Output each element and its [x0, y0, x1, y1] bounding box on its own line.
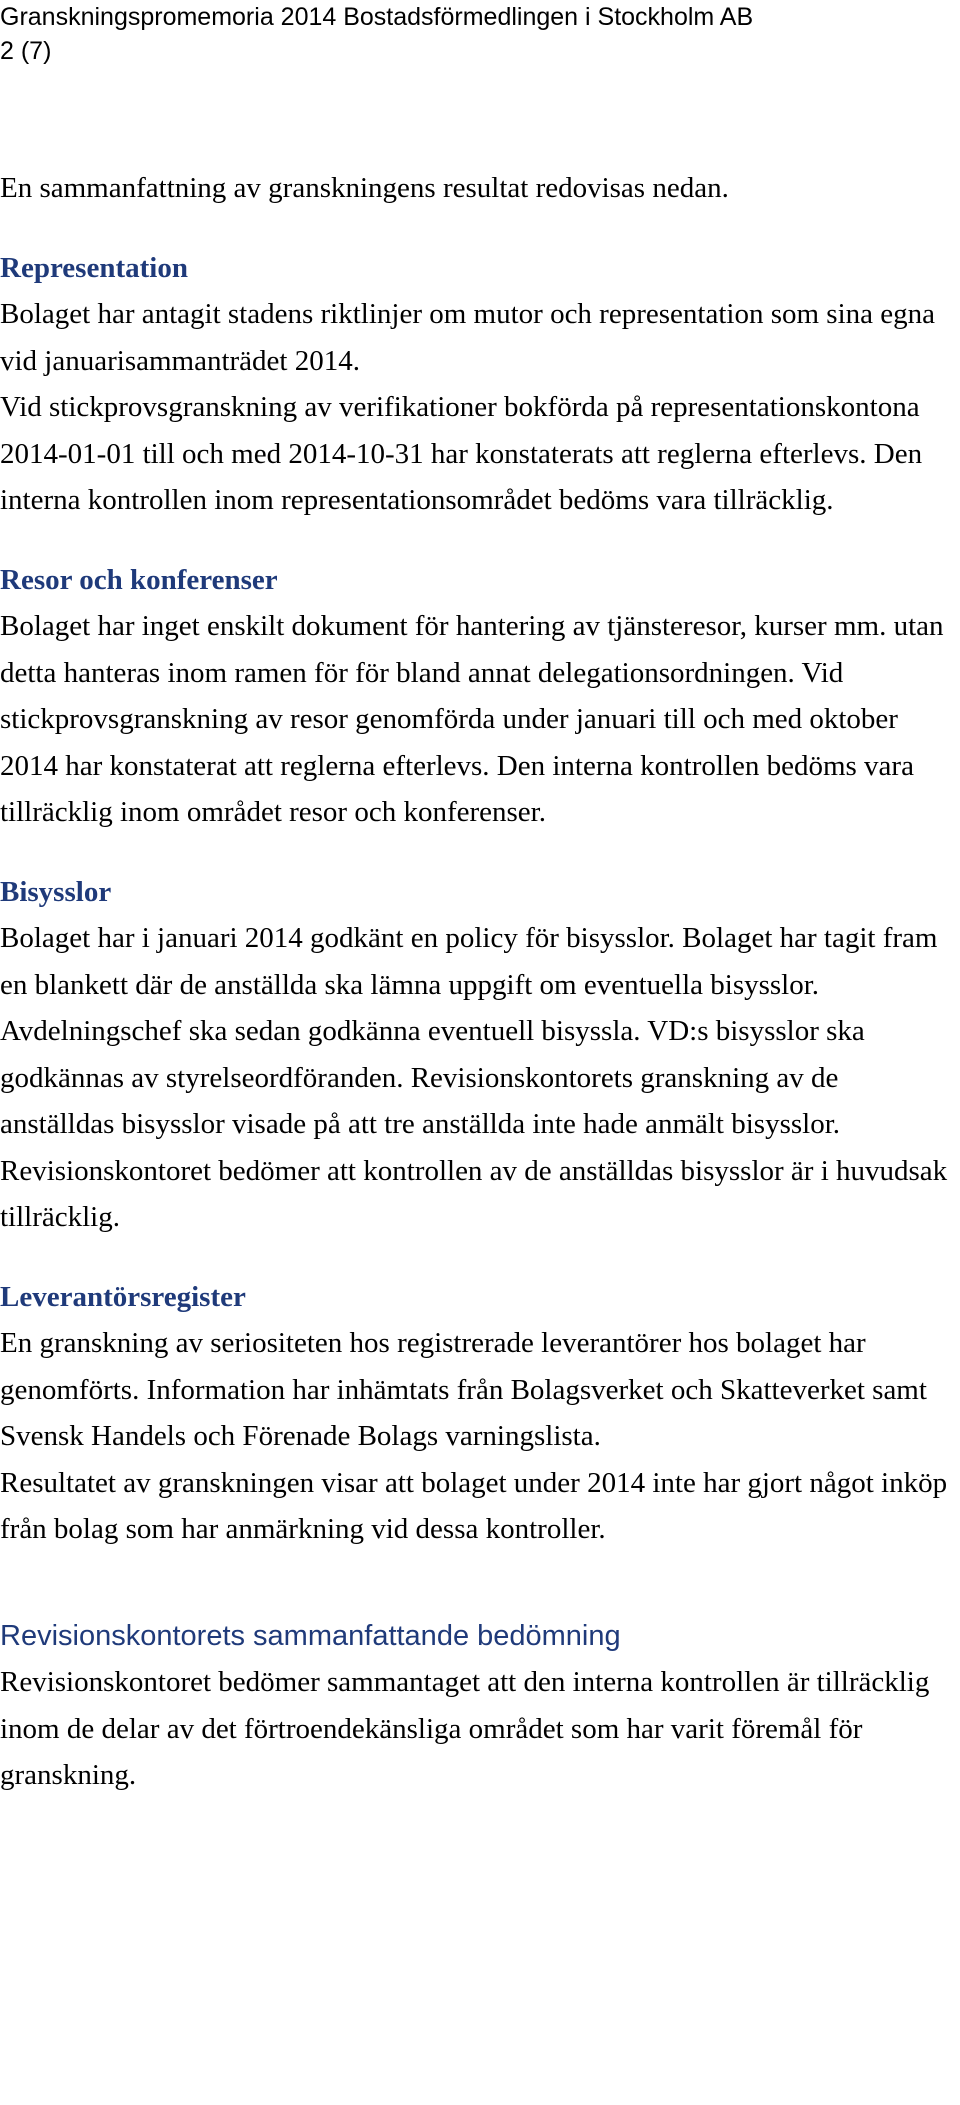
section-heading: Representation: [0, 251, 188, 284]
section-representation: [0, 245, 950, 524]
section-heading: Leverantörsregister: [0, 1280, 246, 1313]
section-resor-och-konferenser: [0, 557, 950, 836]
section-paragraph: Resultatet av granskningen visar att bolaget under 2014 inte har gjort något inköp från bolag som har anmärkning vid dessa kontroller.: [0, 1466, 948, 1545]
document-title: Granskningspromemoria 2014 Bostadsförmedlingen i Stockholm AB: [0, 3, 754, 31]
section-paragraph: Bolaget har i januari 2014 godkänt en policy för bisysslor. Bolaget har tagit fram en blankett där de anställda ska lämna uppgift om eventuella bisysslor. Avdelningschef ska sedan godkänna eventuell bisyssla. VD:s bisysslor ska godkännas av styrelseordföranden. Revisionskontorets granskning av de anställdas bisysslor visade på att tre anställda inte hade anmält bisysslor. Revisionskontoret bedömer att kontrollen av de anställdas bisysslor är i huvudsak tillräcklig.: [0, 922, 948, 1233]
section-paragraph: Vid stickprovsgranskning av verifikationer bokförda på representationskontona 2014-01-01 till och med 2014-10-31 har konstaterats att reglerna efterlevs. Den interna kontrollen inom representationsområdet bedöms vara tillräcklig.: [0, 391, 923, 516]
section-spacer: [0, 1553, 950, 1613]
section-paragraph: Bolaget har antagit stadens riktlinjer om mutor och representation som sina egna vid januarisammanträdet 2014.: [0, 298, 935, 377]
page-header: [0, 0, 753, 68]
section-paragraph: Bolaget har inget enskilt dokument för hantering av tjänsteresor, kurser mm. utan detta hanteras inom ramen för för bland annat delegationsordningen. Vid stickprovsgranskning av resor genomförda under januari till och med oktober 2014 har konstaterat att reglerna efterlevs. Den interna kontrollen bedöms vara tillräcklig inom området resor och konferenser.: [0, 610, 944, 828]
summary-heading: Revisionskontorets sammanfattande bedömning: [0, 1619, 621, 1652]
section-paragraph: En granskning av seriositeten hos registrerade leverantörer hos bolaget har genomförts. Information har inhämtats från Bolagsverket och Skatteverket samt Svensk Handels och Förenade Bolags varningslista.: [0, 1327, 927, 1452]
summary-paragraph: Revisionskontoret bedömer sammantaget att den interna kontrollen är tillräcklig inom de delar av det förtroendekänsliga området som har varit föremål för granskning.: [0, 1666, 930, 1791]
page-number: 2 (7): [0, 37, 52, 65]
section-bisysslor: [0, 869, 950, 1241]
intro-paragraph: En sammanfattning av granskningens resultat redovisas nedan.: [0, 172, 729, 204]
section-heading: Bisysslor: [0, 875, 112, 908]
section-summary: [0, 1613, 950, 1799]
section-heading: Resor och konferenser: [0, 563, 278, 596]
section-leverantorsregister: [0, 1274, 950, 1553]
document-body: [0, 165, 950, 1799]
